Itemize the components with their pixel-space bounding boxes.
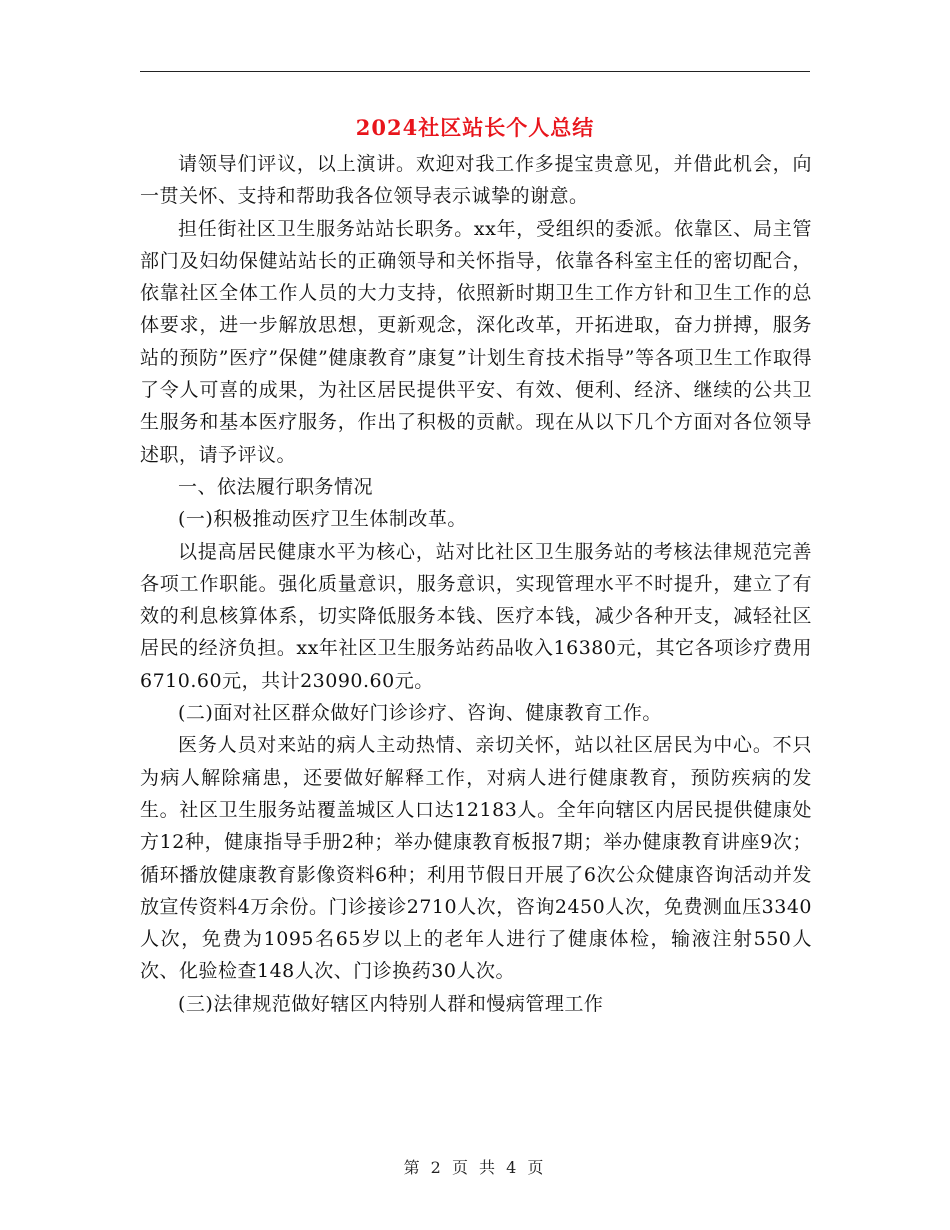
subsection-heading-2: (二)面对社区群众做好门诊诊疗、咨询、健康教育工作。 (178, 702, 662, 725)
paragraph-reform: 以提高居民健康水平为核心，站对比社区卫生服务站的考核法律规范完善各项工作职能。强化质量意识，服务意识，实现管理水平不时提升，建立了有效的利息核算体系，切实降低服务本钱、医疗本钱，减少各种开支，减轻社区居民的经济负担。xx年社区卫生服务站药品收入16380元，其它各项诊疗费用6710.60元，共计23090.60元。 (140, 540, 812, 692)
document-title: 2024社区站长个人总结 (355, 115, 595, 140)
paragraph-clinic-work: 医务人员对来站的病人主动热情、亲切关怀，站以社区居民为中心。不只为病人解除痛患，还要做好解释工作，对病人进行健康教育，预防疾病的发生。社区卫生服务站覆盖城区人口达12183人。全年向辖区内居民提供健康处方12种，健康指导手册2种；举办健康教育板报7期；举办健康教育讲座9次；循环播放健康教育影像资料6种；利用节假日开展了6次公众健康咨询活动并发放宣传资料4万余份。门诊接诊2710人次，咨询2450人次，免费测血压3340人次，免费为1095名65岁以上的老年人进行了健康体检，输液注射550人次、化验检查148人次、门诊换药30人次。 (140, 734, 812, 983)
page-footer: 第 2 页 共 4 页 (403, 1158, 547, 1177)
subsection-heading-1: (一)积极推动医疗卫生体制改革。 (178, 508, 467, 531)
paragraph-closing-thanks: 请领导们评议，以上演讲。欢迎对我工作多提宝贵意见，并借此机会，向一贯关怀、支持和帮助我各位领导表示诚挚的谢意。 (140, 153, 812, 208)
section-heading-1: 一、依法履行职务情况 (178, 475, 374, 498)
header-rule (140, 71, 810, 72)
document-body (140, 148, 812, 1020)
paragraph-intro: 担任街社区卫生服务站站长职务。xx年，受组织的委派。依靠区、局主管部门及妇幼保健站站长的正确领导和关怀指导，依靠各科室主任的密切配合，依靠社区全体工作人员的大力支持，依照新时期卫生工作方针和卫生工作的总体要求，进一步解放思想，更新观念，深化改革，开拓进取，奋力拼搏，服务站的预防”医疗”保健”健康教育”康复”计划生育技术指导”等各项卫生工作取得了令人可喜的成果，为社区居民提供平安、有效、便利、经济、继续的公共卫生服务和基本医疗服务，作出了积极的贡献。现在从以下几个方面对各位领导述职，请予评议。 (140, 217, 812, 466)
subsection-heading-3: (三)法律规范做好辖区内特别人群和慢病管理工作 (178, 992, 604, 1015)
